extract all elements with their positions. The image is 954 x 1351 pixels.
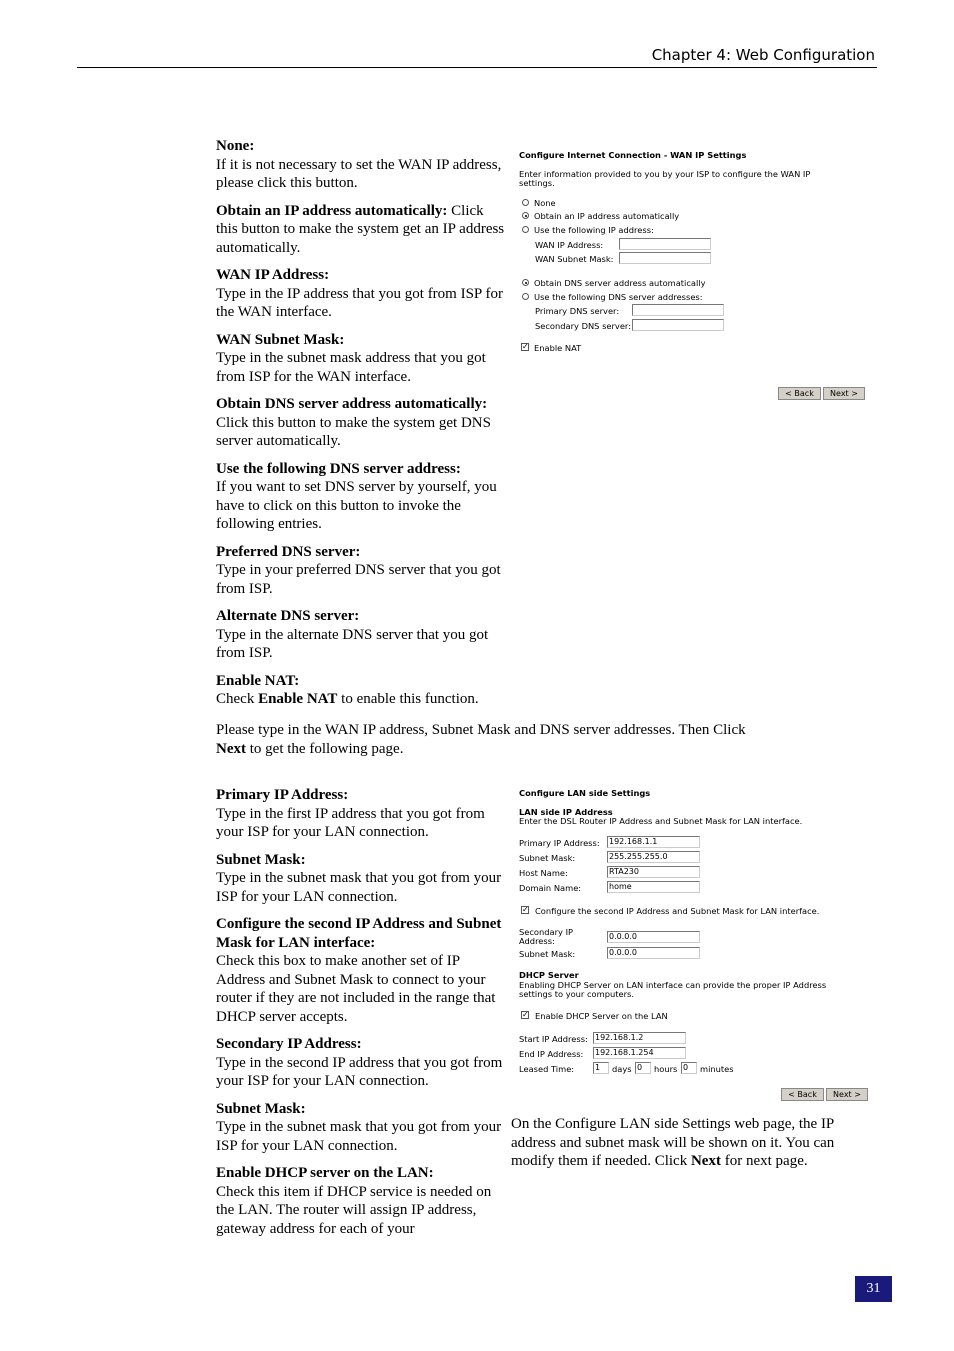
- lan-section-title: LAN side IP Address: [519, 807, 613, 817]
- end-ip-label: End IP Address:: [519, 1049, 584, 1059]
- primary-ip-input[interactable]: 192.168.1.1: [607, 836, 700, 848]
- desc-text: Click this button to make the system get DNS server automatically.: [216, 414, 491, 449]
- lan-next-button[interactable]: Next >: [826, 1088, 868, 1101]
- wan-note-post: to get the following page.: [246, 740, 404, 757]
- desc-text: Type in the subnet mask that you got from your ISP for your LAN connection.: [216, 870, 502, 905]
- secondary-ip-input[interactable]: 0.0.0.0: [607, 931, 700, 943]
- chapter-header: Chapter 4: Web Configuration: [651, 46, 875, 64]
- desc-secondary-mask: [216, 1100, 506, 1156]
- second-ip-checkbox[interactable]: ✓: [522, 905, 529, 914]
- desc-title: Subnet Mask:: [216, 1100, 306, 1117]
- lease-minutes-input[interactable]: 0: [681, 1062, 697, 1074]
- radio-none[interactable]: [522, 199, 529, 206]
- desc-text: Type in the subnet mask address that you got from ISP for the WAN interface.: [216, 350, 486, 385]
- wan-settings-panel: [517, 148, 877, 408]
- start-ip-label: Start IP Address:: [519, 1034, 588, 1044]
- desc-obtain-ip: [216, 202, 506, 258]
- minutes-label: minutes: [700, 1064, 734, 1074]
- desc-text: Type in the second IP address that you got from your ISP for your LAN connection.: [216, 1054, 503, 1089]
- desc-title: Alternate DNS server:: [216, 608, 360, 624]
- wan-panel-title: Configure Internet Connection - WAN IP Settings: [519, 150, 747, 160]
- hours-label: hours: [654, 1064, 678, 1074]
- desc-title: None:: [216, 138, 255, 154]
- wan-mask-input[interactable]: [619, 252, 711, 264]
- dhcp-enable-label: Enable DHCP Server on the LAN: [535, 1011, 668, 1021]
- desc-title: Enable NAT:: [216, 672, 300, 689]
- desc-title: WAN Subnet Mask:: [216, 331, 345, 348]
- radio-manual-dns[interactable]: [522, 293, 529, 300]
- primary-dns-label: Primary DNS server:: [535, 306, 620, 316]
- desc-manual-dns: [216, 460, 506, 534]
- desc-title: Enable DHCP server on the LAN:: [216, 1165, 434, 1181]
- desc-title: Primary IP Address:: [216, 787, 349, 803]
- wan-note: [216, 721, 816, 758]
- wan-panel-intro-2: settings.: [519, 178, 555, 188]
- desc-title: Subnet Mask:: [216, 851, 306, 868]
- desc-enable-dhcp: [216, 1164, 506, 1238]
- second-ip-check-label: Configure the second IP Address and Subnet Mask for LAN interface.: [535, 906, 820, 916]
- wan-description-column: [216, 137, 506, 718]
- desc-none: [216, 137, 506, 193]
- desc-text: Type in your preferred DNS server that you got from ISP.: [216, 562, 501, 597]
- dhcp-enable-checkbox[interactable]: ✓: [522, 1010, 529, 1019]
- lan-note-text: On the Configure LAN side Settings web page, the IP address and subnet mask will be shown on it. You can modify them if needed. Click: [511, 1116, 835, 1169]
- desc-text: Type in the IP address that you got from ISP for the WAN interface.: [216, 285, 503, 320]
- desc-text: Type in the alternate DNS server that you got from ISP.: [216, 626, 489, 661]
- lease-days-input[interactable]: 1: [593, 1062, 609, 1074]
- desc-bold-term: Enable NAT: [258, 691, 338, 707]
- secondary-ip-label-2: Address:: [519, 936, 555, 946]
- page-number: 31: [855, 1276, 892, 1302]
- desc-title: Preferred DNS server:: [216, 543, 361, 560]
- desc-text: Type in the first IP address that you got from your ISP for your LAN connection.: [216, 805, 485, 840]
- domain-input[interactable]: home: [607, 881, 700, 893]
- desc-title: Configure the second IP Address and Subnet Mask for LAN interface:: [216, 916, 502, 951]
- secondary-dns-label: Secondary DNS server:: [535, 321, 631, 331]
- desc-title: Obtain an IP address automatically:: [216, 202, 448, 219]
- lan-note: [511, 1115, 861, 1171]
- desc-text: Check this item if DHCP service is needed on the LAN. The router will assign IP address, gateway address for each of your: [216, 1183, 492, 1237]
- radio-obtain-ip-label: Obtain an IP address automatically: [534, 211, 680, 221]
- radio-none-label: None: [534, 198, 556, 208]
- end-ip-input[interactable]: 192.168.1.254: [593, 1047, 686, 1059]
- lan-settings-panel: [517, 786, 877, 1106]
- desc-text: Check this box to make another set of IP Address and Subnet Mask to connect to your router if they are not included in the range that DHCP server accepts.: [216, 953, 496, 1025]
- desc-alternate-dns: [216, 607, 506, 663]
- lan-description-column: [216, 786, 506, 1247]
- subnet-input[interactable]: 255.255.255.0: [607, 851, 700, 863]
- secondary-ip-label-1: Secondary IP: [519, 927, 574, 937]
- host-input[interactable]: RTA230: [607, 866, 700, 878]
- lan-note-post: for next page.: [720, 1153, 808, 1169]
- header-rule: [77, 67, 877, 68]
- desc-primary-ip: [216, 786, 506, 842]
- radio-auto-dns[interactable]: [522, 279, 529, 286]
- wan-next-button[interactable]: Next >: [823, 387, 865, 400]
- radio-manual-dns-label: Use the following DNS server addresses:: [534, 292, 703, 302]
- desc-title: Use the following DNS server address:: [216, 460, 461, 477]
- desc-title: WAN IP Address:: [216, 267, 330, 283]
- days-label: days: [612, 1064, 632, 1074]
- lan-section-desc: Enter the DSL Router IP Address and Subnet Mask for LAN interface.: [519, 816, 803, 826]
- dhcp-desc-2: settings to your computers.: [519, 989, 634, 999]
- wan-panel-intro-1: Enter information provided to you by your ISP to configure the WAN IP: [519, 169, 811, 179]
- desc-title: Obtain DNS server address automatically:: [216, 396, 488, 412]
- dhcp-desc-1: Enabling DHCP Server on LAN interface can provide the proper IP Address: [519, 980, 827, 990]
- secondary-mask-label: Subnet Mask:: [519, 949, 576, 959]
- desc-auto-dns: [216, 395, 506, 451]
- lease-label: Leased Time:: [519, 1064, 575, 1074]
- domain-label: Domain Name:: [519, 883, 582, 893]
- secondary-dns-input[interactable]: [632, 319, 724, 331]
- radio-manual-ip-label: Use the following IP address:: [534, 225, 654, 235]
- desc-text: Check: [216, 691, 259, 707]
- desc-text: to enable this function.: [337, 691, 479, 707]
- host-label: Host Name:: [519, 868, 568, 878]
- desc-wan-ip: [216, 266, 506, 322]
- lan-back-button[interactable]: < Back: [781, 1088, 824, 1101]
- desc-enable-nat: [216, 672, 506, 709]
- wan-ip-label: WAN IP Address:: [535, 240, 604, 250]
- lan-note-bold: Next: [690, 1153, 721, 1169]
- desc-secondary-ip: [216, 1035, 506, 1091]
- desc-second-ip-config: [216, 915, 506, 1026]
- start-ip-input[interactable]: 192.168.1.2: [593, 1032, 686, 1044]
- wan-back-button[interactable]: < Back: [778, 387, 821, 400]
- wan-ip-input[interactable]: [619, 238, 711, 250]
- lan-panel-title: Configure LAN side Settings: [519, 788, 651, 798]
- secondary-mask-input[interactable]: 0.0.0.0: [607, 947, 700, 959]
- desc-text: If you want to set DNS server by yourself, you have to click on this button to invoke the following entries.: [216, 479, 497, 532]
- radio-auto-dns-label: Obtain DNS server address automatically: [534, 278, 706, 288]
- wan-mask-label: WAN Subnet Mask:: [535, 254, 614, 264]
- subnet-label: Subnet Mask:: [519, 853, 576, 863]
- wan-note-bold: Next: [216, 740, 246, 757]
- desc-subnet-mask: [216, 851, 506, 907]
- desc-text: Type in the subnet mask that you got from your ISP for your LAN connection.: [216, 1119, 502, 1154]
- enable-nat-checkbox[interactable]: ✓: [522, 342, 529, 351]
- primary-ip-label: Primary IP Address:: [519, 838, 600, 848]
- primary-dns-input[interactable]: [632, 304, 724, 316]
- lease-hours-input[interactable]: 0: [635, 1062, 651, 1074]
- desc-text: Click this button to make the system get an IP address automatically.: [216, 202, 505, 256]
- desc-title: Secondary IP Address:: [216, 1036, 362, 1052]
- enable-nat-label: Enable NAT: [534, 343, 582, 353]
- dhcp-title: DHCP Server: [519, 970, 579, 980]
- desc-text: If it is not necessary to set the WAN IP address, please click this button.: [216, 156, 502, 191]
- wan-note-text: Please type in the WAN IP address, Subnet Mask and DNS server addresses. Then Click: [216, 722, 746, 738]
- desc-wan-mask: [216, 331, 506, 387]
- radio-obtain-ip[interactable]: [522, 212, 529, 219]
- desc-preferred-dns: [216, 543, 506, 599]
- radio-manual-ip[interactable]: [522, 226, 529, 233]
